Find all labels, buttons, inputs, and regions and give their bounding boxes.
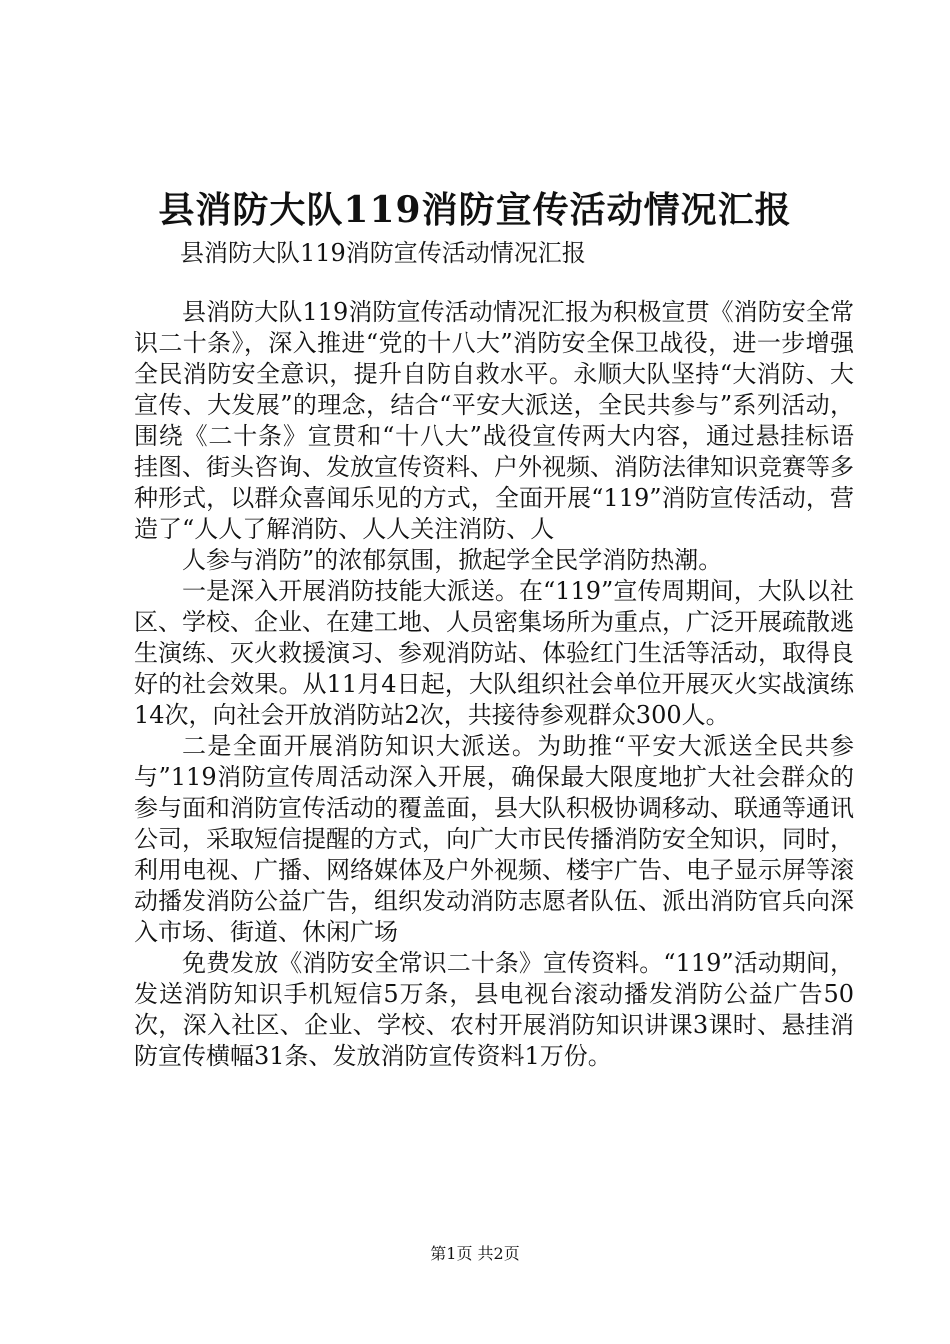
document-body [134,297,854,1072]
paragraph-intro-continued: 人参与消防”的浓郁氛围，掀起学全民学消防热潮。 [182,546,723,574]
paragraph-results: 免费发放《消防安全常识二十条》宣传资料。“119”活动期间，发送消防知识手机短信5万条，县电视台滚动播发消防公益广告50次，深入社区、企业、学校、农村开展消防知识讲课3课时、悬挂消防宣传横幅31条、发放消防宣传资料1万份。 [134,949,854,1070]
document-subtitle: 县消防大队119消防宣传活动情况汇报 [180,239,586,267]
page-number-footer: 第1页 共2页 [430,1244,520,1263]
document-title: 县消防大队119消防宣传活动情况汇报 [158,189,792,231]
paragraph-intro: 县消防大队119消防宣传活动情况汇报为积极宣贯《消防安全常识二十条》，深入推进“党的十八大”消防安全保卫战役，进一步增强全民消防安全意识，提升自防自救水平。永顺大队坚持“大消防、大宣传、大发展”的理念，结合“平安大派送，全民共参与”系列活动，围绕《二十条》宣贯和“十八大”战役宣传两大内容，通过悬挂标语挂图、街头咨询、发放宣传资料、户外视频、消防法律知识竞赛等多种形式，以群众喜闻乐见的方式，全面开展“119”消防宣传活动，营造了“人人了解消防、人人关注消防、人 [134,298,854,543]
paragraph-knowledge: 二是全面开展消防知识大派送。为助推“平安大派送全民共参与”119消防宣传周活动深入开展，确保最大限度地扩大社会群众的参与面和消防宣传活动的覆盖面，县大队积极协调移动、联通等通讯公司，采取短信提醒的方式，向广大市民传播消防安全知识，同时，利用电视、广播、网络媒体及户外视频、楼宇广告、电子显示屏等滚动播发消防公益广告，组织发动消防志愿者队伍、派出消防官兵向深入市场、街道、休闲广场 [134,732,854,946]
paragraph-skills: 一是深入开展消防技能大派送。在“119”宣传周期间，大队以社区、学校、企业、在建工地、人员密集场所为重点，广泛开展疏散逃生演练、灭火救援演习、参观消防站、体验红门生活等活动，取得良好的社会效果。从11月4日起，大队组织社会单位开展灭火实战演练14次，向社会开放消防站2次，共接待参观群众300人。 [134,577,854,729]
